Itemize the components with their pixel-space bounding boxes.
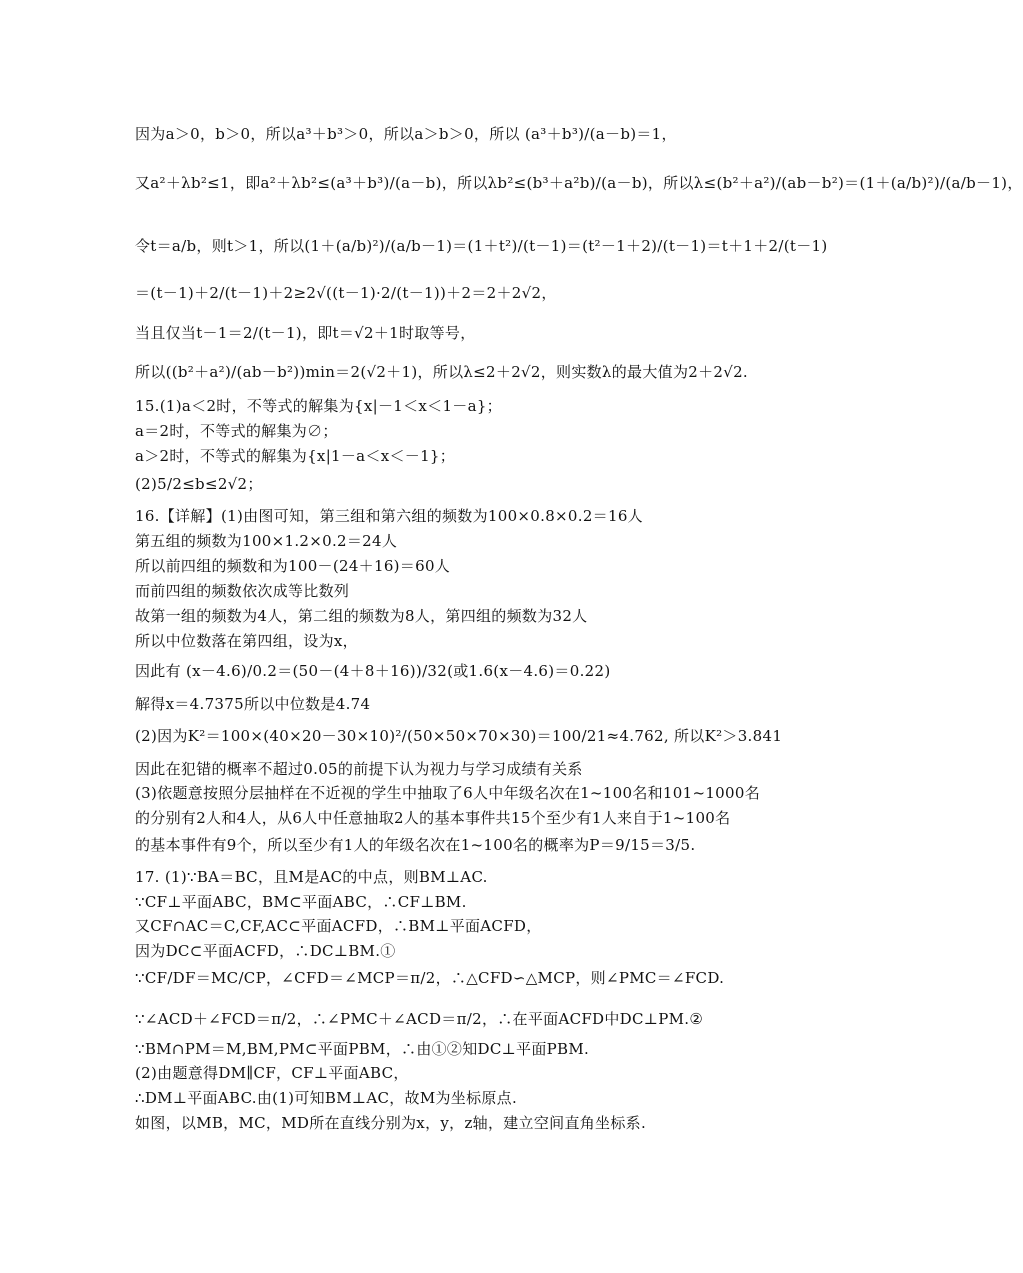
text-line: 而前四组的频数依次成等比数列 bbox=[135, 582, 350, 600]
text-line: (2)由题意得DM∥CF，CF⊥平面ABC， bbox=[135, 1064, 409, 1082]
text-line: ∵CF/DF＝MC/CP，∠CFD＝∠MCP＝π/2，∴△CFD∽△MCP，则∠PMC＝∠FCD. bbox=[135, 969, 725, 987]
text-line: a＞2时，不等式的解集为{x|1－a＜x＜－1}； bbox=[135, 447, 456, 465]
text-line: 所以前四组的频数和为100－(24＋16)＝60人 bbox=[135, 557, 451, 575]
text-line: 解得x＝4.7375所以中位数是4.74 bbox=[135, 695, 371, 713]
text-line: 的基本事件有9个，所以至少有1人的年级名次在1~100名的概率为P＝9/15＝3/5. bbox=[135, 836, 696, 854]
text-line: 的分别有2人和4人，从6人中任意抽取2人的基本事件共15个至少有1人来自于1~100名 bbox=[135, 809, 731, 827]
text-line: 令t＝a/b，则t＞1，所以(1＋(a/b)²)/(a/b－1)＝(1＋t²)/(t－1)＝(t²－1＋2)/(t－1)＝t＋1＋2/(t－1) bbox=[135, 237, 828, 255]
text-line: 第五组的频数为100×1.2×0.2＝24人 bbox=[135, 532, 398, 550]
text-line: ＝(t－1)＋2/(t－1)＋2≥2√((t－1)·2/(t－1))＋2＝2＋2√2， bbox=[135, 284, 557, 302]
text-line: 如图，以MB，MC，MD所在直线分别为x，y，z轴，建立空间直角坐标系. bbox=[135, 1114, 647, 1132]
text-line: (3)依题意按照分层抽样在不近视的学生中抽取了6人中年级名次在1~100名和101~1000名 bbox=[135, 784, 761, 802]
text-line: (2)因为K²＝100×(40×20－30×10)²/(50×50×70×30)＝100/21≈4.762, 所以K²＞3.841 bbox=[135, 727, 783, 745]
text-line: 15.(1)a＜2时，不等式的解集为{x|－1＜x＜1－a}； bbox=[135, 397, 502, 415]
text-line: 17. (1)∵BA＝BC，且M是AC的中点，则BM⊥AC. bbox=[135, 868, 488, 886]
text-line: 因为a＞0，b＞0，所以a³＋b³＞0，所以a＞b＞0，所以 (a³＋b³)/(a－b)＝1， bbox=[135, 125, 677, 143]
text-line: 又a²＋λb²≤1，即a²＋λb²≤(a³＋b³)/(a－b)，所以λb²≤(b³＋a²b)/(a－b)，所以λ≤(b²＋a²)/(ab－b²)＝(1＋(a/b)²)/(a/b－1)， bbox=[135, 174, 1023, 192]
text-line: ∵CF⊥平面ABC，BM⊂平面ABC，∴CF⊥BM. bbox=[135, 893, 467, 911]
text-line: ∵∠ACD＋∠FCD＝π/2，∴∠PMC＋∠ACD＝π/2，∴在平面ACFD中DC⊥PM.② bbox=[135, 1010, 704, 1028]
text-line: 当且仅当t－1＝2/(t－1)，即t＝√2＋1时取等号， bbox=[135, 324, 476, 342]
text-line: (2)5/2≤b≤2√2； bbox=[135, 475, 263, 493]
text-line: ∴DM⊥平面ABC.由(1)可知BM⊥AC，故M为坐标原点. bbox=[135, 1089, 518, 1107]
text-line: ∵BM∩PM＝M,BM,PM⊂平面PBM，∴由①②知DC⊥平面PBM. bbox=[135, 1040, 590, 1058]
text-line: a＝2时，不等式的解集为∅； bbox=[135, 422, 338, 440]
text-line: 所以中位数落在第四组，设为x， bbox=[135, 632, 358, 650]
text-line: 所以((b²＋a²)/(ab－b²))min＝2(√2＋1)，所以λ≤2＋2√2，则实数λ的最大值为2＋2√2. bbox=[135, 363, 749, 381]
text-line: 因此有 (x－4.6)/0.2＝(50－(4＋8＋16))/32(或1.6(x－4.6)＝0.22) bbox=[135, 662, 611, 680]
text-line: 因此在犯错的概率不超过0.05的前提下认为视力与学习成绩有关系 bbox=[135, 760, 583, 778]
text-line: 故第一组的频数为4人，第二组的频数为8人，第四组的频数为32人 bbox=[135, 607, 588, 625]
text-line: 因为DC⊂平面ACFD，∴DC⊥BM.① bbox=[135, 942, 396, 960]
text-line: 16.【详解】(1)由图可知，第三组和第六组的频数为100×0.8×0.2＝16人 bbox=[135, 507, 643, 525]
text-line: 又CF∩AC＝C,CF,AC⊂平面ACFD，∴BM⊥平面ACFD， bbox=[135, 917, 542, 935]
